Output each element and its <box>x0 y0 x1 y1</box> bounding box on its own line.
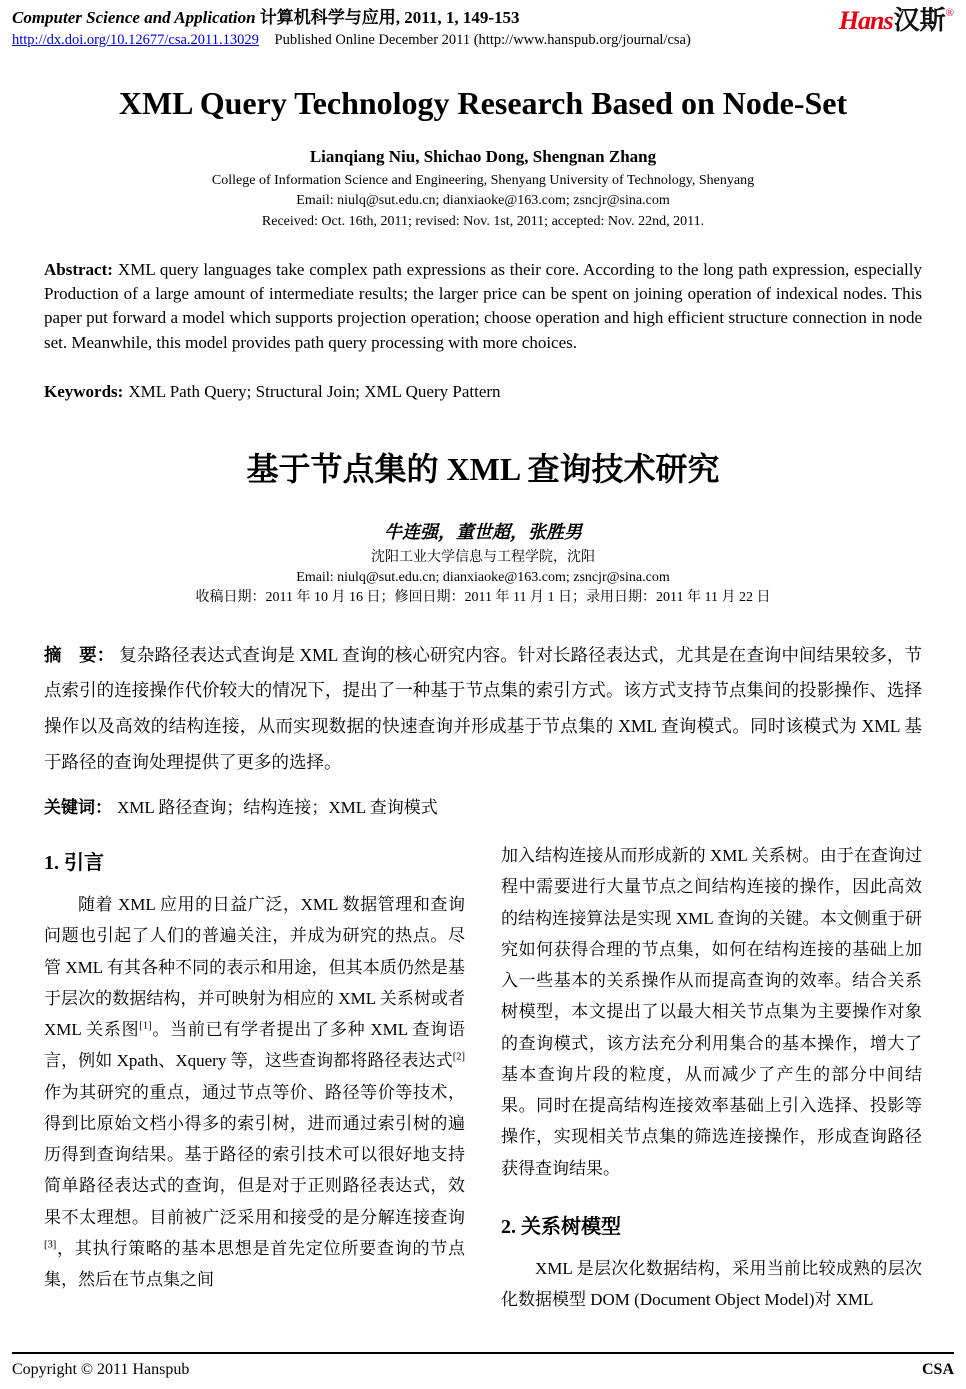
published-online-text: Published Online December 2011 (http://www.hanspub.org/journal/csa) <box>274 32 691 49</box>
affiliation-english: College of Information Science and Engineering, Shenyang University of Technology, Shenyang <box>211 173 755 189</box>
journal-name-english: Computer Science and Application <box>12 8 256 27</box>
keywords-text-english: XML Path Query; Structural Join; XML Query Pattern <box>128 382 501 401</box>
abstract-label-english: Abstract: <box>44 259 113 279</box>
citation-ref-3: [3] <box>44 1239 57 1251</box>
keywords-text-chinese: XML 路径查询；结构连接；XML 查询模式 <box>117 798 438 818</box>
paper-title-chinese: 基于节点集的 XML 查询技术研究 <box>246 451 720 487</box>
keywords-chinese <box>44 793 922 818</box>
received-dates-chinese: 收稿日期：2011 年 10 月 16 日；修回日期：2011 年 11 月 1 日；录用日期：2011 年 11 月 22 日 <box>195 590 771 606</box>
citation-ref-2: [2] <box>452 1051 465 1063</box>
paper-title-english: XML Query Technology Research Based on Node-Set <box>118 85 848 122</box>
journal-code: CSA <box>921 1361 954 1378</box>
logo-hanzi-text: 汉斯 <box>893 6 946 35</box>
paper-body <box>0 85 966 1315</box>
abstract-english <box>44 258 922 355</box>
email-line-chinese: Email: niulq@sut.edu.cn; dianxiaoke@163.com; zsncjr@sina.com <box>296 570 670 586</box>
section-2-paragraph: XML 是层次化数据结构，采用当前比较成熟的层次化数据模型 DOM (Document Object Model)对 XML <box>501 1258 922 1310</box>
authors-chinese: 牛连强，董世超，张胜男 <box>384 522 582 542</box>
left-column <box>44 840 465 1315</box>
received-dates-english: Received: Oct. 16th, 2011; revised: Nov. 1st, 2011; accepted: Nov. 22nd, 2011. <box>261 213 705 229</box>
hanspub-logo <box>839 7 954 34</box>
journal-header <box>0 0 966 49</box>
email-line-english: Email: niulq@sut.edu.cn; dianxiaoke@163.com; zsncjr@sina.com <box>296 193 670 209</box>
abstract-chinese <box>44 638 922 782</box>
right-column <box>501 840 922 1315</box>
section-2-heading: 2. 关系树模型 <box>501 1215 621 1238</box>
page-footer <box>12 1352 954 1379</box>
section-1-text-d: ，其执行策略的基本思想是首先定位所要查询的节点集，然后在节点集之间 <box>44 1238 465 1290</box>
copyright-text: Copyright © 2011 Hanspub <box>12 1361 190 1378</box>
section-1-continued-paragraph: 加入结构连接从而形成新的 XML 关系树。由于在查询过程中需要进行大量节点之间结构连接的操作，因此高效的结构连接算法是实现 XML 查询的关键。本文侧重于研究如何获得合理的节点集，如何在结构连接的基础上加入一些基本的关系操作从而提高查询的效率。结合关系树模型，本文提出了以最大相关节点集为主要操作对象的查询模式，该方法充分利用集合的基本操作，增大了基本查询片段的粒度，从而减少了产生的部分中间结果。同时在提高结构连接效率基础上引入选择、投影等操作，实现相关节点集的筛选连接操作，形成查询路径获得查询结果。 <box>501 846 922 1178</box>
section-1-text-a: 随着 XML 应用的日益广泛，XML 数据管理和查询问题也引起了人们的普遍关注，并成为研究的热点。尽管 XML 有其各种不同的表示和用途，但其本质仍然是基于层次的数据结构，并可映射为相应的 XML 关系树或者 XML 关系图 <box>44 895 465 1040</box>
doi-link[interactable]: http://dx.doi.org/10.12677/csa.2011.13029 <box>12 32 259 49</box>
logo-trademark-icon: ® <box>945 7 954 19</box>
keywords-english <box>44 382 922 402</box>
journal-title-line <box>12 7 691 28</box>
section-1-text-c: 作为其研究的重点，通过节点等价、路径等价等技术，得到比原始文档小得多的索引树，进而通过索引树的遍历得到查询结果。基于路径的索引技术可以很好地支持简单路径表达式的查询，但是对于正则路径表达式，效果不太理想。目前被广泛采用和接受的是分解连接查询 <box>44 1082 465 1227</box>
keywords-label-chinese: 关键词： <box>44 798 112 818</box>
abstract-text-chinese: 复杂路径表达式查询是 XML 查询的核心研究内容。针对长路径表达式，尤其是在查询中间结果较多，节点索引的连接操作代价较大的情况下，提出了一种基于节点集的索引方式。该方式支持节点集间的投影操作、选择操作以及高效的结构连接，从而实现数据的快速查询并形成基于节点集的 XML 查询模式。同时该模式为 XML 基于路径的查询处理提供了更多的选择。 <box>44 644 922 773</box>
authors-english: Lianqiang Niu, Shichao Dong, Shengnan Zhang <box>309 147 657 167</box>
logo-hans-text: Hans <box>838 6 893 35</box>
two-column-area <box>44 840 922 1315</box>
journal-name-chinese-issue: 计算机科学与应用, 2011, 1, 149-153 <box>259 8 520 27</box>
section-1-text-b: 。当前已有学者提出了多种 XML 查询语言，例如 Xpath、Xquery 等，这些查询都将路径表达式 <box>44 1020 465 1071</box>
abstract-text-english: XML query languages take complex path expressions as their core. According to the long path expression, especially Production of a large amount of intermediate results; the larger price can be spent on joining operation of indexical nodes. This paper put forward a model which supports projection operation; choose operation and high efficient structure connection in node set. Meanwhile, this model provides path query processing with more choices. <box>44 259 922 352</box>
citation-ref-1: [1] <box>139 1020 152 1032</box>
section-1-paragraph <box>44 889 465 1295</box>
abstract-label-chinese: 摘 要： <box>44 644 115 665</box>
journal-info <box>12 7 691 49</box>
affiliation-chinese: 沈阳工业大学信息与工程学院，沈阳 <box>371 550 595 565</box>
keywords-label-english: Keywords: <box>44 382 124 401</box>
section-1-heading: 1. 引言 <box>44 852 104 875</box>
doi-line <box>12 32 691 49</box>
